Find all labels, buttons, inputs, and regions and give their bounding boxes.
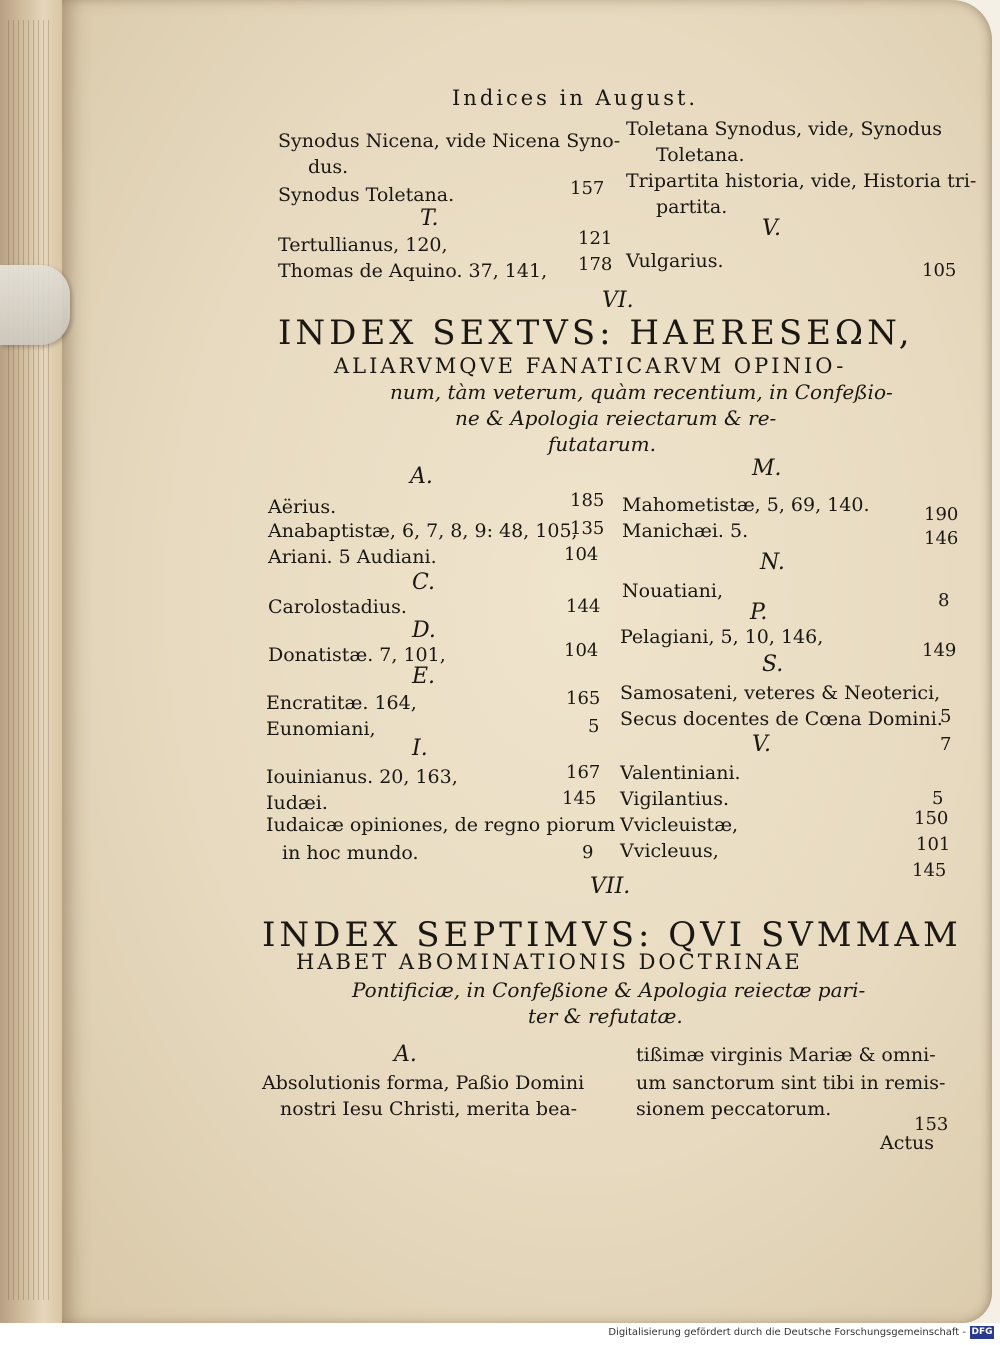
entry-page: 145 [912,860,947,881]
entry-page: 5 [940,706,952,727]
section-letter: A. [410,464,433,489]
entry-page: 190 [924,504,959,525]
index-subtitle: Pontificiæ, in Confeßione & Apologia reiectæ pari- [352,978,866,1002]
entry-page: 165 [566,688,601,709]
entry-text: Synodus Toletana. [278,184,455,206]
entry-page: 145 [562,788,597,809]
entry-text: Secus docentes de Cœna Domini. [620,708,943,730]
entry-text: Thomas de Aquino. 37, 141, [278,260,548,282]
entry-text: Iudæi. [266,792,328,814]
section-letter: V. [752,732,772,757]
section-letter: M. [752,456,782,481]
entry-page: 146 [924,528,959,549]
entry-text: Pelagiani, 5, 10, 146, [620,626,824,648]
entry-page: 150 [914,808,949,829]
entry-page: 149 [922,640,957,661]
section-letter: P. [750,600,768,625]
entry-text: um sanctorum sint tibi in remis- [636,1072,946,1094]
entry-text: in hoc mundo. [282,842,419,864]
page [62,0,992,1323]
section-letter: D. [412,618,436,643]
entry-text: Toletana. [656,144,745,166]
entry-text: Iudaicæ opiniones, de regno piorum [266,814,616,836]
entry-text: Carolostadius. [268,596,407,618]
book-edge [0,0,62,1323]
entry-text: Mahometistæ, 5, 69, 140. [622,494,870,516]
entry-text: Ariani. 5 Audiani. [268,546,437,568]
entry-text: Vulgarius. [626,250,724,272]
entry-page: 104 [564,640,599,661]
entry-page: 101 [916,834,951,855]
entry-text: Tertullianus, 120, [278,234,448,256]
index-title: INDEX SEPTIMVS: QVI SVMMAM [262,915,962,955]
page-edges [8,20,52,1300]
entry-text: Valentiniani. [620,762,741,784]
entry-text: Aërius. [268,496,337,518]
entry-page: 5 [588,716,600,737]
index-subtitle: ne & Apologia reiectarum & re- [455,406,777,430]
entry-text: Vvicleuistæ, [620,814,739,836]
index-subtitle: ALIARVMQVE FANATICARVM OPINIO- [334,354,847,378]
entry-page: 185 [570,490,605,511]
index-numeral: VI. [602,288,634,313]
entry-page: 9 [582,842,594,863]
catchword: Actus [880,1132,934,1154]
entry-page: 178 [578,254,613,275]
page-marker-tab [0,265,70,345]
entry-text: Encratitæ. 164, [266,692,417,714]
entry-text: Vigilantius. [620,788,730,810]
index-subtitle: HABET ABOMINATIONIS DOCTRINAE [296,950,803,974]
entry-text: Iouinianus. 20, 163, [266,766,458,788]
entry-page: 167 [566,762,601,783]
index-subtitle: ter & refutatæ. [528,1004,683,1028]
entry-text: Eunomiani, [266,718,376,740]
entry-text: sionem peccatorum. [636,1098,832,1120]
entry-text: Manichæi. 5. [622,520,749,542]
index-numeral: VII. [590,874,631,899]
section-letter: I. [412,736,428,761]
section-letter: N. [760,550,785,575]
index-subtitle: num, tàm veterum, quàm recentium, in Confeßio- [390,380,893,404]
entry-text: nostri Iesu Christi, merita bea- [280,1098,578,1120]
running-head: Indices in August. [452,86,699,110]
entry-text: partita. [656,196,728,218]
entry-text: Synodus Nicena, vide Nicena Syno- [278,130,621,152]
entry-page: 121 [578,228,613,249]
entry-page: 135 [570,518,605,539]
entry-page: 8 [938,590,950,611]
footer-credit: Digitalisierung gefördert durch die Deutsche Forschungsgemeinschaft - [608,1327,966,1338]
entry-text: Samosateni, veteres & Neoterici, [620,682,941,704]
entry-text: Nouatiani, [622,580,724,602]
section-letter: S. [762,652,784,677]
index-subtitle: futatarum. [548,432,656,456]
section-letter: E. [412,664,436,689]
entry-page: 153 [914,1114,949,1135]
entry-text: Tripartita historia, vide, Historia tri- [626,170,977,192]
entry-text: dus. [308,156,349,178]
section-letter: T. [420,206,439,231]
entry-page: 104 [564,544,599,565]
index-title: INDEX SEXTVS: HAERESEΩN, [278,313,914,353]
dfg-logo: DFG [971,1327,993,1337]
section-letter: V. [762,216,782,241]
entry-text: Vvicleuus, [620,840,719,862]
entry-page: 157 [570,178,605,199]
entry-page: 144 [566,596,601,617]
entry-text: Donatistæ. 7, 101, [268,644,446,666]
entry-text: Anabaptistæ, 6, 7, 8, 9: 48, 105, [268,520,578,542]
section-letter: A. [394,1042,417,1067]
section-letter: C. [412,570,436,595]
entry-text: Absolutionis forma, Paßio Domini [262,1072,585,1094]
entry-text: tißimæ virginis Mariæ & omni- [636,1044,936,1066]
entry-page: 105 [922,260,957,281]
entry-page: 7 [940,734,952,755]
entry-text: Toletana Synodus, vide, Synodus [626,118,943,140]
entry-page: 5 [932,788,944,809]
